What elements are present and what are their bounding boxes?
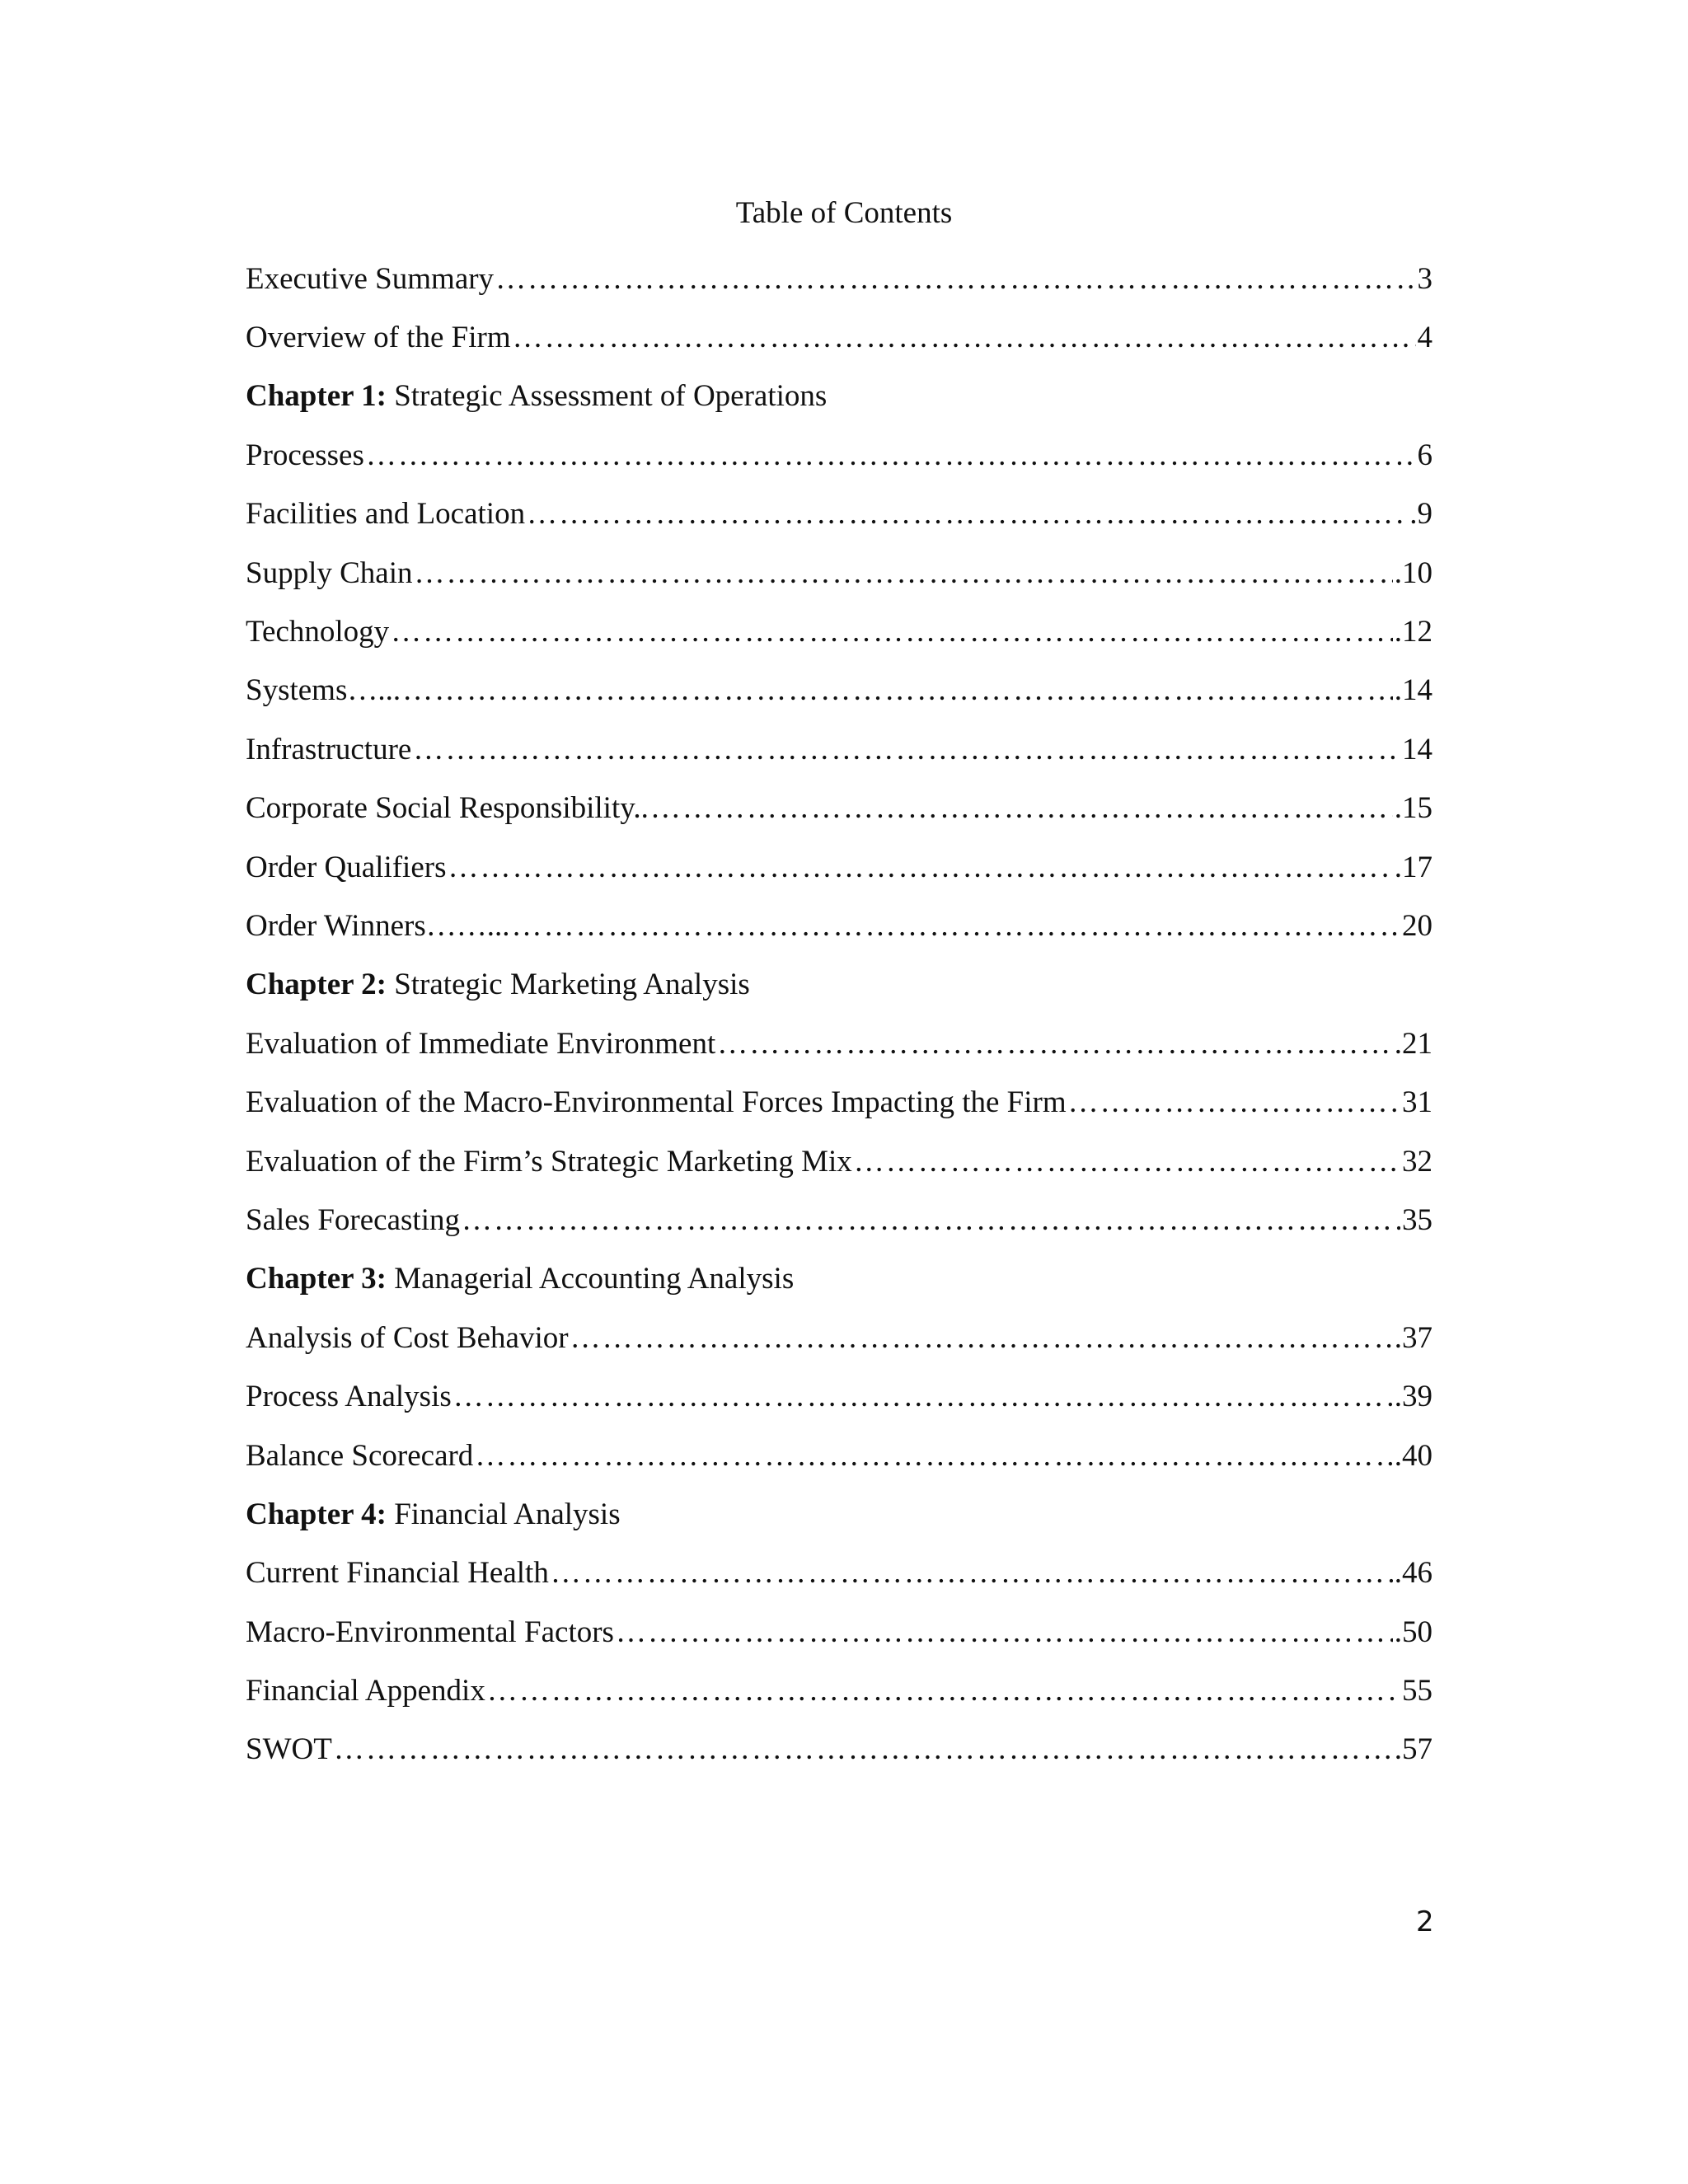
toc-page-number: .50	[1394, 1615, 1432, 1649]
toc-entry[interactable]	[246, 720, 1432, 779]
toc-entry[interactable]	[246, 1427, 1432, 1485]
toc-entry-label: Evaluation of the Firm’s Strategic Marketing Mix	[246, 1144, 852, 1179]
toc-entry-label: SWOT	[246, 1732, 332, 1767]
toc-entry-label: Financial Appendix	[246, 1674, 485, 1708]
dot-leader	[551, 1552, 1393, 1595]
dot-leader	[462, 1199, 1400, 1242]
toc-entry-label: Evaluation of Immediate Environment	[246, 1026, 716, 1061]
toc-entry[interactable]	[246, 1309, 1432, 1367]
toc-entry[interactable]	[246, 1015, 1432, 1073]
toc-entry-label: Order Qualifiers	[246, 850, 447, 884]
dot-leader	[391, 611, 1393, 654]
toc-entry[interactable]	[246, 897, 1432, 955]
toc-page-number: .37	[1394, 1320, 1432, 1355]
toc-entry-label: Balance Scorecard	[246, 1438, 474, 1473]
dot-leader	[415, 552, 1393, 595]
toc-entry[interactable]	[246, 1191, 1432, 1249]
chapter-heading	[246, 956, 1432, 1015]
chapter-heading	[246, 1250, 1432, 1309]
toc-page-number: .12	[1394, 615, 1432, 649]
toc-entry[interactable]	[246, 250, 1432, 308]
toc-entry[interactable]	[246, 426, 1432, 485]
toc-entry[interactable]	[246, 662, 1432, 720]
toc-entry[interactable]	[246, 1603, 1432, 1661]
toc-page-number: .39	[1394, 1380, 1432, 1414]
chapter-title: Financial Analysis	[386, 1497, 621, 1531]
toc-entry-label: Facilities and Location	[246, 497, 526, 532]
toc-entry[interactable]	[246, 1661, 1432, 1720]
toc-entry-label: Supply Chain	[246, 555, 413, 590]
toc-entry[interactable]	[246, 780, 1432, 838]
dot-leader	[854, 1141, 1400, 1183]
chapter-title: Strategic Marketing Analysis	[386, 968, 750, 1002]
chapter-prefix: Chapter 3:	[246, 1262, 387, 1296]
toc-page-number: .21	[1394, 1026, 1432, 1061]
dot-leader	[334, 1728, 1393, 1771]
dot-leader	[413, 729, 1400, 771]
dot-leader	[570, 1317, 1393, 1360]
dot-leader	[527, 493, 1408, 536]
toc-entry-label: Systems…...	[246, 673, 401, 708]
toc-entry[interactable]	[246, 1367, 1432, 1426]
toc-entry-label: Technology	[246, 615, 390, 649]
dot-leader	[495, 258, 1415, 301]
chapter-prefix: Chapter 2:	[246, 968, 387, 1002]
toc-entry-label: Infrastructure	[246, 732, 412, 766]
toc-entry[interactable]	[246, 838, 1432, 897]
page-number: 2	[1416, 1905, 1434, 1938]
dot-leader	[448, 846, 1392, 889]
dot-leader	[475, 1435, 1392, 1478]
toc-page-number: .10	[1394, 555, 1432, 590]
toc-page-number: 31	[1402, 1085, 1432, 1120]
toc-page-number: .46	[1394, 1556, 1432, 1591]
toc-page-number: .15	[1394, 791, 1432, 826]
toc-page-number: 32	[1402, 1144, 1432, 1179]
dot-leader	[513, 316, 1416, 359]
dot-leader	[616, 1611, 1393, 1654]
chapter-heading	[246, 1485, 1432, 1544]
toc-entry-label: Sales Forecasting	[246, 1202, 460, 1237]
toc-entry-label: Order Winners……...	[246, 908, 510, 943]
toc-entry-label: Processes	[246, 438, 364, 472]
toc-page-number: .57	[1394, 1732, 1432, 1767]
toc-entry[interactable]	[246, 308, 1432, 367]
toc-page-number: .17	[1394, 850, 1432, 884]
toc-page-number: 35	[1402, 1202, 1432, 1237]
toc-entry[interactable]	[246, 1132, 1432, 1191]
toc-page-number: .14	[1394, 673, 1432, 708]
dot-leader	[717, 1023, 1393, 1066]
toc-entry-label: Macro-Environmental Factors	[246, 1615, 614, 1649]
toc-page-number: 20	[1402, 908, 1432, 943]
chapter-title: Managerial Accounting Analysis	[386, 1262, 795, 1296]
toc-page-number: 14	[1402, 732, 1432, 766]
toc-entry[interactable]	[246, 1073, 1432, 1132]
chapter-prefix: Chapter 4:	[246, 1497, 387, 1531]
dot-leader	[487, 1670, 1400, 1713]
dot-leader	[402, 669, 1393, 712]
toc-page-number: 4	[1417, 321, 1432, 355]
toc-entry[interactable]	[246, 602, 1432, 661]
chapter-heading	[246, 368, 1432, 426]
toc-entry[interactable]	[246, 544, 1432, 602]
toc-entry-label: Corporate Social Responsibility..	[246, 791, 649, 826]
toc-list	[246, 250, 1432, 1779]
dot-leader	[366, 434, 1416, 477]
toc-page-number: .9	[1409, 497, 1432, 532]
toc-page-number: 55	[1402, 1674, 1432, 1708]
toc-entry-label: Overview of the Firm	[246, 321, 511, 355]
toc-entry-label: Analysis of Cost Behavior	[246, 1320, 569, 1355]
dot-leader	[1068, 1081, 1400, 1124]
toc-entry-label: Executive Summary	[246, 261, 495, 296]
dot-leader	[453, 1376, 1393, 1418]
toc-page-number: .40	[1394, 1438, 1432, 1473]
toc-page-number: 6	[1417, 438, 1432, 472]
chapter-prefix: Chapter 1:	[246, 379, 387, 414]
toc-page-number: 3	[1417, 261, 1432, 296]
toc-entry[interactable]	[246, 485, 1432, 544]
dot-leader	[511, 905, 1400, 948]
toc-entry[interactable]	[246, 1721, 1432, 1779]
toc-entry-label: Evaluation of the Macro-Environmental Forces Impacting the Firm	[246, 1085, 1067, 1120]
toc-title: Table of Contents	[735, 196, 953, 230]
toc-entry-label: Current Financial Health	[246, 1556, 549, 1591]
chapter-title: Strategic Assessment of Operations	[386, 379, 828, 414]
dot-leader	[650, 787, 1393, 830]
toc-entry-label: Process Analysis	[246, 1380, 452, 1414]
toc-entry[interactable]	[246, 1544, 1432, 1603]
